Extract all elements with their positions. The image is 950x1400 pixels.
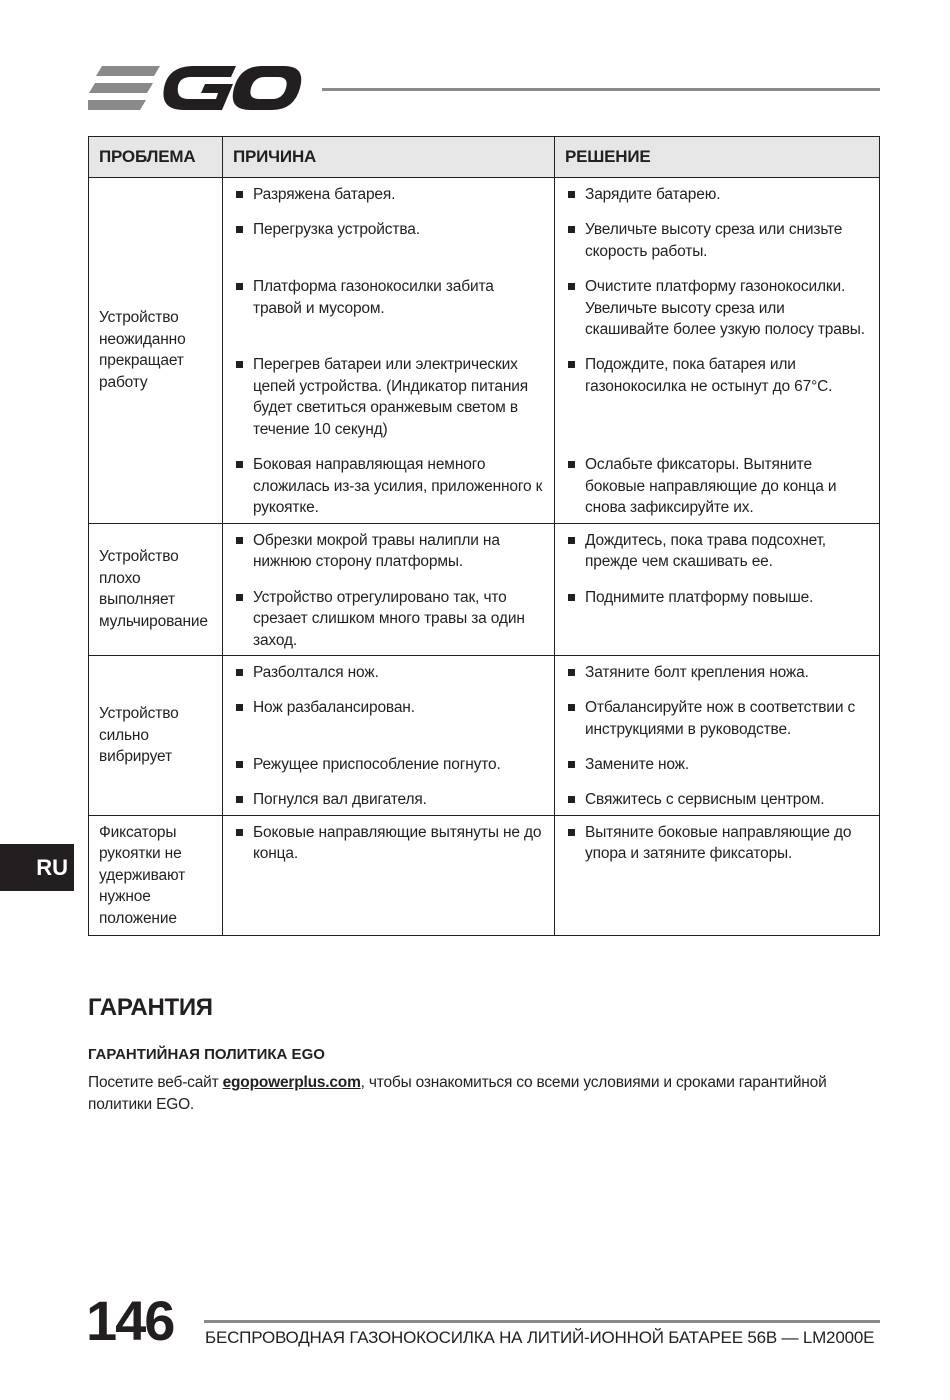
problem-cell: Устройство неожиданно прекращает работу xyxy=(89,178,223,524)
solution-item: Свяжитесь с сервисным центром. xyxy=(567,789,869,811)
problem-cell: Фиксаторы рукоятки не удерживают нужное положение xyxy=(89,815,223,936)
cause-cell xyxy=(223,178,555,524)
problem-cell: Устройство сильно вибрирует xyxy=(89,656,223,816)
warranty-link[interactable]: egopowerplus.com xyxy=(222,1074,361,1091)
warranty-text-before: Посетите веб-сайт xyxy=(88,1074,223,1091)
footer-rule xyxy=(204,1320,880,1323)
solution-item: Зарядите батарею. xyxy=(567,184,869,219)
cause-item: Перегрев батареи или электрических цепей устройства. (Индикатор питания будет светиться оранжевым светом в течение 10 секунд) xyxy=(235,354,544,454)
solution-item: Дождитесь, пока трава подсохнет, прежде чем скашивать ее. xyxy=(567,530,869,587)
cause-cell xyxy=(223,815,555,936)
cause-cell xyxy=(223,523,555,656)
cause-item: Обрезки мокрой травы налипли на нижнюю сторону платформы. xyxy=(235,530,544,587)
solution-item: Отбалансируйте нож в соответствии с инструкциями в руководстве. xyxy=(567,697,869,754)
header-rule xyxy=(322,88,880,91)
solution-item: Увеличьте высоту среза или снизьте скорость работы. xyxy=(567,219,869,276)
cause-item: Устройство отрегулировано так, что срезает слишком много травы за один заход. xyxy=(235,587,544,652)
column-header-problem: ПРОБЛЕМА xyxy=(89,137,223,178)
solution-cell xyxy=(555,656,880,816)
column-header-cause: ПРИЧИНА xyxy=(223,137,555,178)
solution-item: Затяните болт крепления ножа. xyxy=(567,662,869,697)
cause-item: Разболтался нож. xyxy=(235,662,544,697)
table-header-row xyxy=(89,137,880,178)
problem-cell: Устройство плохо выполняет мульчирование xyxy=(89,523,223,656)
warranty-text xyxy=(88,1072,883,1116)
solution-item: Очистите платформу газонокосилки. Увеличьте высоту среза или скашивайте более узкую полосу травы. xyxy=(567,276,869,354)
solution-item: Вытяните боковые направляющие до упора и затяните фиксаторы. xyxy=(567,822,869,865)
solution-cell xyxy=(555,178,880,524)
cause-item: Платформа газонокосилки забита травой и мусором. xyxy=(235,276,544,354)
solution-item: Замените нож. xyxy=(567,754,869,789)
warranty-text-after: , чтобы ознакомиться со всеми условиями и сроками гарантийной политики EGO. xyxy=(88,1074,827,1113)
warranty-subtitle: ГАРАНТИЙНАЯ ПОЛИТИКА EGO xyxy=(88,1046,325,1063)
language-tab: RU xyxy=(0,844,74,891)
table-row xyxy=(89,178,880,524)
table-row xyxy=(89,656,880,816)
cause-item: Боковая направляющая немного сложилась из-за усилия, приложенного к рукоятке. xyxy=(235,454,544,519)
page-number: 146 xyxy=(86,1289,174,1352)
cause-item: Режущее приспособление погнуто. xyxy=(235,754,544,789)
troubleshooting-table xyxy=(88,136,880,936)
cause-item: Боковые направляющие вытянуты не до конца. xyxy=(235,822,544,865)
cause-item: Погнулся вал двигателя. xyxy=(235,789,544,811)
solution-cell xyxy=(555,523,880,656)
solution-item: Поднимите платформу повыше. xyxy=(567,587,869,609)
cause-cell xyxy=(223,656,555,816)
solution-cell xyxy=(555,815,880,936)
ego-logo xyxy=(88,62,302,114)
column-header-solution: РЕШЕНИЕ xyxy=(555,137,880,178)
table-row xyxy=(89,815,880,936)
solution-item: Подождите, пока батарея или газонокосилка не остынут до 67°C. xyxy=(567,354,869,454)
cause-item: Разряжена батарея. xyxy=(235,184,544,219)
cause-item: Нож разбалансирован. xyxy=(235,697,544,754)
solution-item: Ослабьте фиксаторы. Вытяните боковые направляющие до конца и снова зафиксируйте их. xyxy=(567,454,869,519)
footer-title: БЕСПРОВОДНАЯ ГАЗОНОКОСИЛКА НА ЛИТИЙ-ИОННОЙ БАТАРЕЕ 56В — LM2000E xyxy=(205,1328,875,1347)
table-row xyxy=(89,523,880,656)
warranty-title: ГАРАНТИЯ xyxy=(88,994,213,1021)
cause-item: Перегрузка устройства. xyxy=(235,219,544,276)
